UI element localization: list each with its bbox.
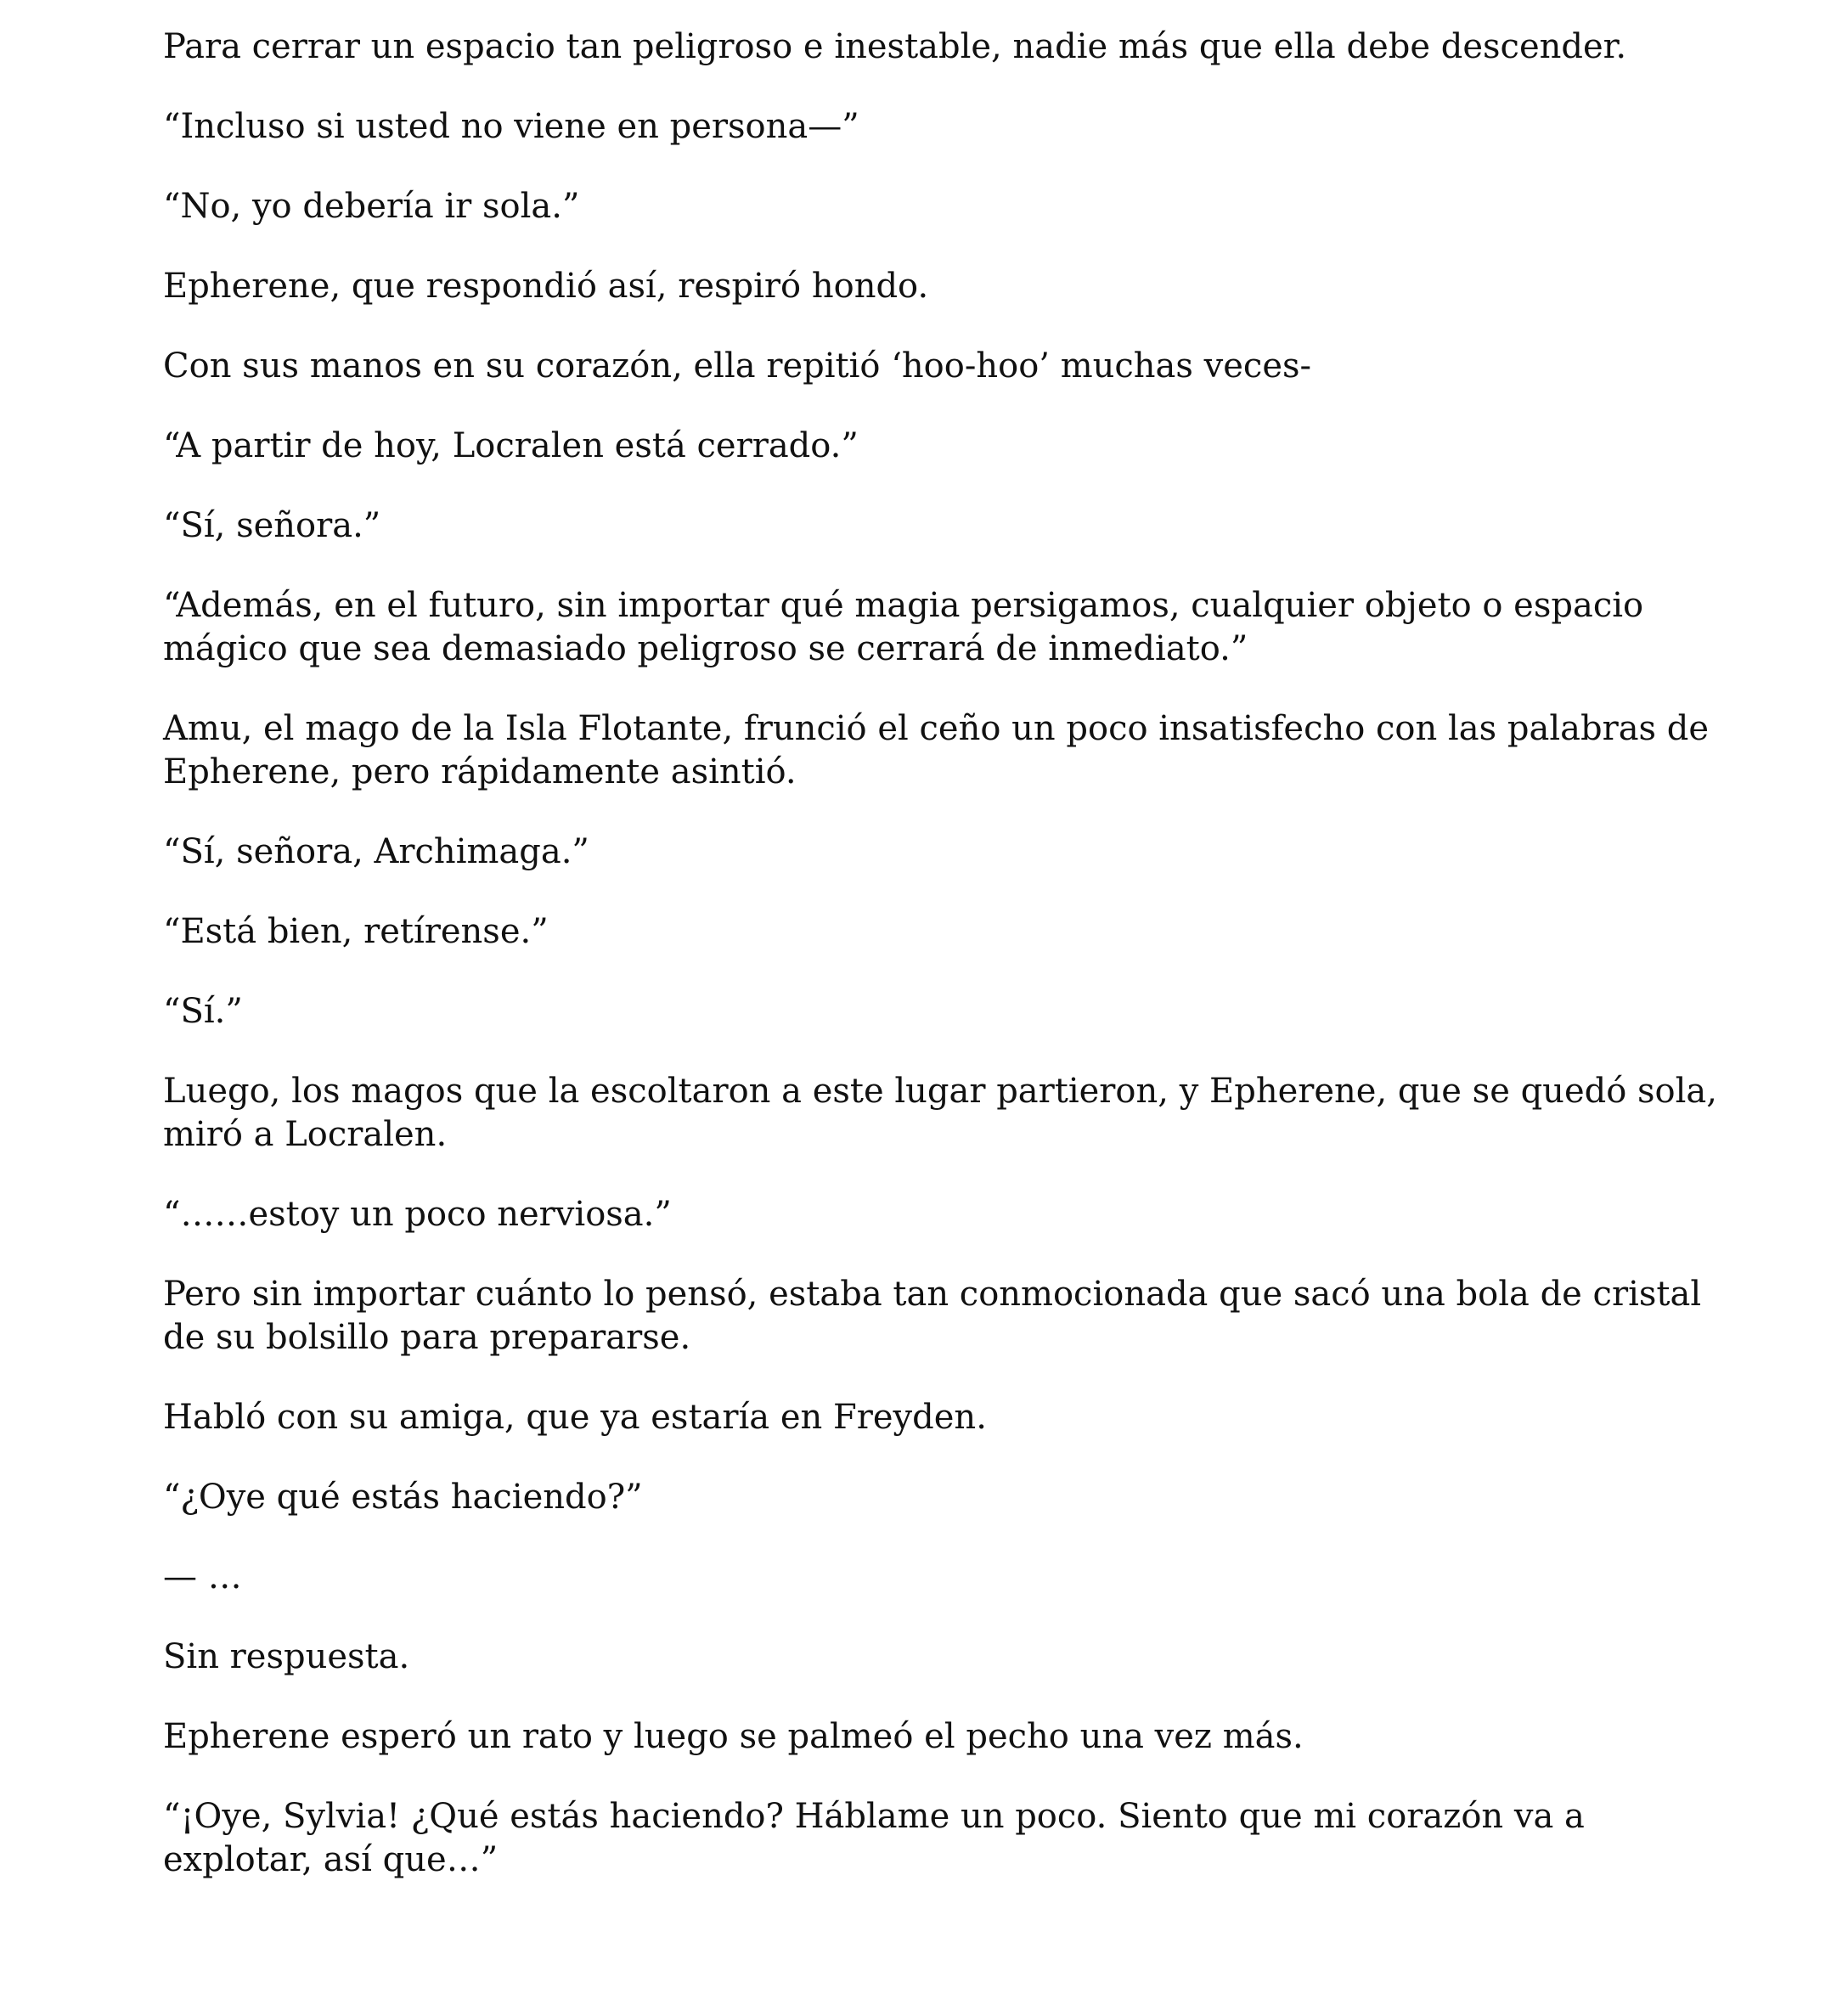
paragraph: “A partir de hoy, Locralen está cerrado.”: [163, 426, 859, 465]
paragraph: “Está bien, retírense.”: [163, 912, 549, 951]
paragraph: — …: [163, 1557, 242, 1596]
paragraph: “Sí, señora.”: [163, 506, 381, 545]
paragraph: Amu, el mago de la Isla Flotante, frunció el ceño un poco insatisfecho con las palabras de Epherene, pero rápidamente asintió.: [163, 709, 1710, 791]
paragraph: Pero sin importar cuánto lo pensó, estaba tan conmocionada que sacó una bola de cristal de su bolsillo para prepararse.: [163, 1275, 1702, 1357]
paragraph: Epherene esperó un rato y luego se palmeó el pecho una vez más.: [163, 1717, 1304, 1756]
paragraph: “No, yo debería ir sola.”: [163, 187, 580, 226]
paragraph: Luego, los magos que la escoltaron a este lugar partieron, y Epherene, que se quedó sola, miró a Locralen.: [163, 1072, 1717, 1154]
paragraph: “Sí.”: [163, 992, 243, 1031]
paragraph: Para cerrar un espacio tan peligroso e inestable, nadie más que ella debe descender.: [163, 27, 1627, 66]
paragraph: “Incluso si usted no viene en persona—”: [163, 107, 859, 146]
paragraph: “Además, en el futuro, sin importar qué magia persigamos, cualquier objeto o espacio mágico que sea demasiado peligroso se cerrará de inmediato.”: [163, 586, 1644, 668]
paragraph: Sin respuesta.: [163, 1637, 410, 1676]
paragraph: “……estoy un poco nerviosa.”: [163, 1195, 672, 1234]
paragraph: “¡Oye, Sylvia! ¿Qué estás haciendo? Háblame un poco. Siento que mi corazón va a explotar, así que…”: [163, 1797, 1585, 1879]
paragraph: Epherene, que respondió así, respiró hondo.: [163, 267, 929, 306]
paragraph: “Sí, señora, Archimaga.”: [163, 832, 589, 871]
paragraph: “¿Oye qué estás haciendo?”: [163, 1478, 643, 1517]
paragraph: Con sus manos en su corazón, ella repitió ‘hoo-hoo’ muchas veces-: [163, 346, 1312, 386]
paragraph: Habló con su amiga, que ya estaría en Freyden.: [163, 1398, 987, 1437]
document-body: [163, 25, 1717, 1918]
